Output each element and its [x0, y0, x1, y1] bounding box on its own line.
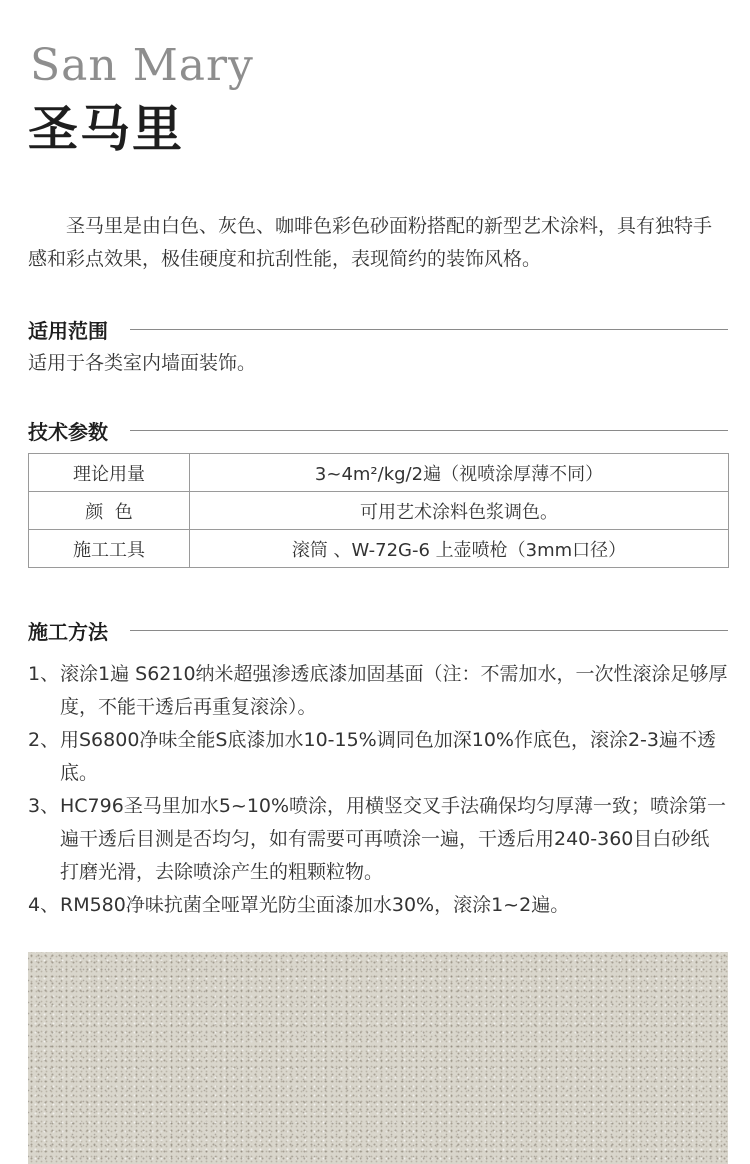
step-number: 4、 [28, 894, 60, 916]
spec-value: 3~4m²/kg/2遍（视喷涂厚薄不同） [190, 454, 729, 492]
method-step [28, 658, 728, 724]
product-name-english: San Mary [30, 40, 254, 91]
section-divider [130, 329, 728, 330]
method-step [28, 889, 728, 922]
step-text: 滚涂1遍 S6210纳米超强渗透底漆加固基面（注：不需加水，一次性滚涂足够厚度，不能干透后再重复滚涂）。 [60, 663, 728, 718]
step-text: HC796圣马里加水5~10%喷涂，用横竖交叉手法确保均匀厚薄一致；喷涂第一遍干透后目测是否均匀，如有需要可再喷涂一遍，干透后用240-360目白砂纸打磨光滑，去除喷涂产生的粗颗粒物。 [60, 795, 727, 883]
section-scope-label: 适用范围 [28, 318, 108, 343]
section-divider [130, 430, 728, 431]
spec-row [29, 530, 729, 568]
step-text: RM580净味抗菌全哑罩光防尘面漆加水30%，滚涂1~2遍。 [60, 894, 570, 916]
section-specs-heading [28, 415, 728, 445]
step-text: 用S6800净味全能S底漆加水10-15%调同色加深10%作底色，滚涂2-3遍不透底。 [60, 729, 717, 784]
section-scope-heading [28, 314, 728, 344]
spec-value: 滚筒 、W-72G-6 上壶喷枪（3mm口径） [190, 530, 729, 568]
method-step [28, 790, 728, 889]
spec-key: 施工工具 [29, 530, 190, 568]
step-number: 2、 [28, 729, 60, 751]
product-intro: 圣马里是由白色、灰色、咖啡色彩色砂面粉搭配的新型艺术涂料，具有独特手感和彩点效果，极佳硬度和抗刮性能，表现简约的装饰风格。 [28, 215, 713, 270]
spec-row [29, 492, 729, 530]
texture-sample-image [28, 952, 728, 1164]
spec-key: 理论用量 [29, 454, 190, 492]
step-number: 3、 [28, 795, 60, 817]
step-number: 1、 [28, 663, 60, 685]
section-specs-label: 技术参数 [28, 419, 108, 444]
spec-row [29, 454, 729, 492]
method-step [28, 724, 728, 790]
spec-key: 颜 色 [29, 492, 190, 530]
spec-value: 可用艺术涂料色浆调色。 [190, 492, 729, 530]
section-divider [130, 630, 728, 631]
section-method-label: 施工方法 [28, 619, 108, 644]
spec-table [28, 453, 729, 568]
section-method-heading [28, 615, 728, 645]
method-steps [28, 658, 728, 922]
scope-text: 适用于各类室内墙面装饰。 [28, 352, 257, 374]
product-name-chinese: 圣马里 [28, 100, 184, 158]
